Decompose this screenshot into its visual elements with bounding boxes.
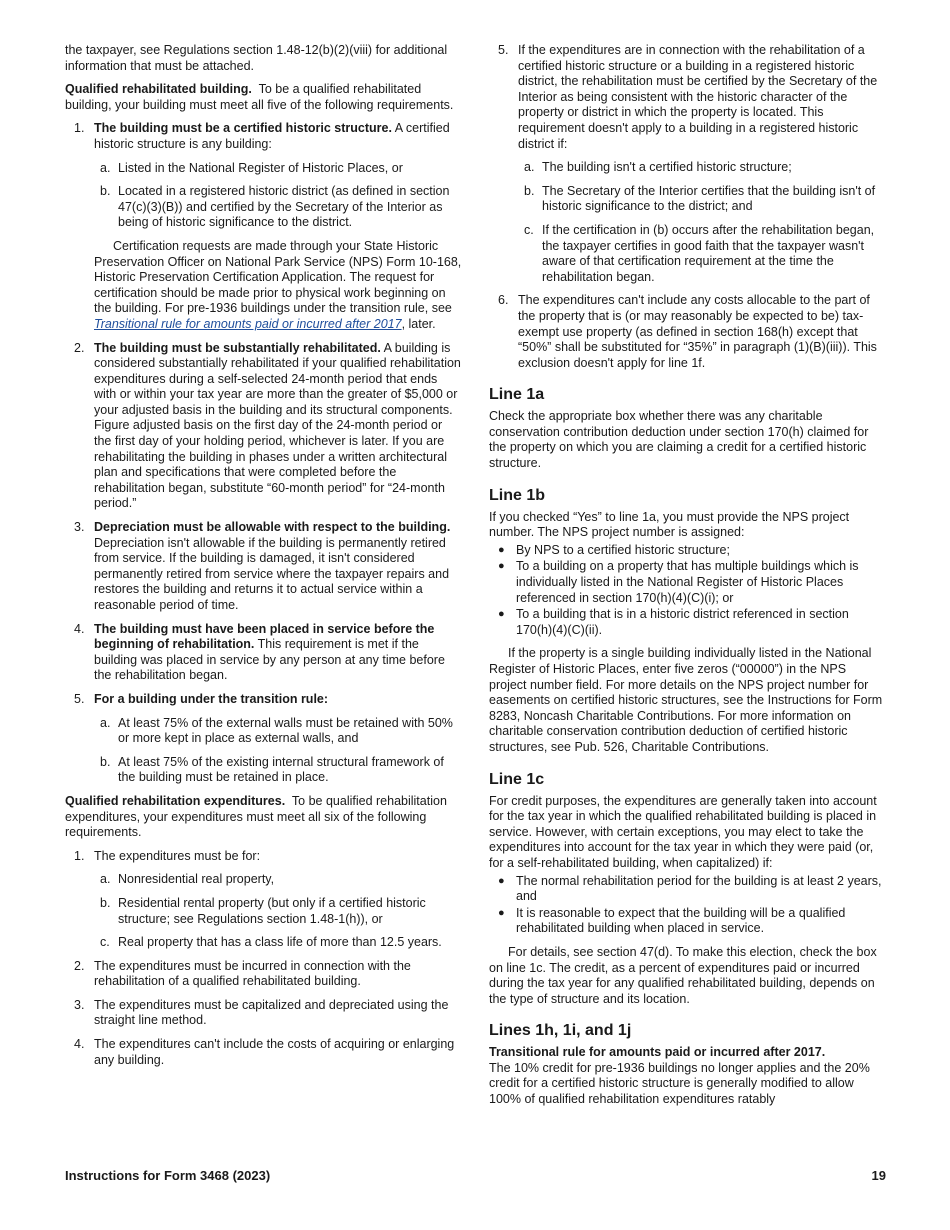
- line-1c-bullets: [489, 874, 886, 937]
- bullet-icon: ●: [498, 906, 505, 919]
- transitional-text: The 10% credit for pre-1936 buildings no longer applies and the 20% credit for a certified historic structure is generally modified to allow 100% of qualified rehabilitation expenditures ratably: [489, 1060, 870, 1107]
- list-item: b. Residential rental property (but only if a certified historic structure; see Regulations section 1.48-1(h)), or: [100, 895, 426, 926]
- req1-sublist: [94, 161, 462, 231]
- req3-text: Depreciation isn't allowable if the building is permanently retired from service. If the building is damaged, it isn't considered permanently retired from service where the taxpayer repairs and restores the building and returns it to actual service within a reasonable period of time.: [94, 535, 450, 612]
- qrb-text: To be a qualified rehabilitated building, your building must meet all five of the following requirements.: [65, 82, 454, 112]
- list-item: ● By NPS to a certified historic structure;: [498, 542, 730, 557]
- req4-title: The building must have been placed in service before the beginning of rehabilitation.: [94, 621, 435, 652]
- list-item: a. The building isn't a certified historic structure;: [524, 160, 792, 175]
- qrb-heading: Qualified rehabilitated building.: [65, 82, 252, 97]
- intro-paragraph: the taxpayer, see Regulations section 1.48-12(b)(2)(viii) for additional information that must be attached.: [65, 43, 448, 73]
- list-item: a. At least 75% of the external walls must be retained with 50% or more kept in place as external walls, and: [100, 715, 453, 746]
- line-1b-bullets: [489, 543, 886, 639]
- line-1a-heading: Line 1a: [489, 386, 545, 404]
- list-item: 5. If the expenditures are in connection with the rehabilitation of a certified historic structure or a building in a registered historic district, the rehabilitation must be certified by the Secretary of the Interior as being consistent with the historic character of the property or district in which the property is located. This requirement doesn't apply to a building in a registered historic district if: a. The building isn't a certified historic structure; b. The Secretary of the Interior certifies that the building isn't of historic significance to the district; and c. If the certification in (b) occurs after the rehabilitation began, the taxpayer certifies in good faith that the taxpayer wasn't aware of that certification requirement at the time the rehabilitation began.: [489, 43, 886, 285]
- exp1-sublist: [94, 872, 462, 950]
- left-column: [65, 43, 462, 1076]
- list-item: ● To a building on a property that has multiple buildings which is individually listed in the National Register of Historic Places referenced in section 170(h)(4)(C)(i); or: [498, 559, 859, 605]
- req3-title: Depreciation must be allowable with respect to the building.: [94, 520, 451, 535]
- list-item: c. If the certification in (b) occurs after the rehabilitation began, the taxpayer certifies in good faith that the taxpayer wasn't aware of that certification requirement at the time the rehabilitation began.: [524, 222, 875, 284]
- lines-1h-1i-1j-heading: Lines 1h, 1i, and 1j: [489, 1022, 632, 1040]
- transitional-heading: Transitional rule for amounts paid or incurred after 2017.: [489, 1045, 826, 1060]
- qre-heading: Qualified rehabilitation expenditures.: [65, 793, 286, 808]
- list-item: ● It is reasonable to expect that the building will be a qualified rehabilitated building when placed in service.: [498, 905, 846, 936]
- req5-sublist: [94, 716, 462, 786]
- list-item: 3. Depreciation must be allowable with respect to the building. Depreciation isn't allowable if the building is permanently retired from service. If the building is damaged, it isn't considered permanently retired from service where the taxpayer repairs and restores the building and returns it to actual service within a reasonable period of time.: [74, 520, 451, 612]
- list-item: 4. The building must have been placed in service before the beginning of rehabilitation. This requirement is met if the building was placed in service by any person at any time before the rehabilitation began.: [74, 621, 445, 683]
- list-item: 5. For a building under the transition rule: a. At least 75% of the external walls must be retained with 50% or more kept in place as external walls, and b. At least 75% of the existing internal structural framework of the building must be retained in place.: [65, 692, 462, 786]
- req2-title: The building must be substantially rehabilitated.: [94, 340, 381, 355]
- line-1b-heading: Line 1b: [489, 486, 546, 504]
- list-item: 1. The expenditures must be for: a. Nonresidential real property, b. Residential rental property (but only if a certified historic structure; see Regulations section 1.48-1(h)), or c. Real property that has a class life of more than 12.5 years.: [65, 849, 462, 951]
- building-requirements-list: [65, 121, 462, 786]
- expenditure-requirements-list: [65, 849, 462, 1069]
- page-number: 19: [871, 1168, 886, 1183]
- expenditure-requirements-list-cont: [489, 43, 886, 371]
- exp5-sublist: [518, 160, 886, 285]
- req1-title: The building must be a certified historic structure.: [94, 121, 392, 136]
- list-item: 2. The building must be substantially rehabilitated. A building is considered substantially rehabilitated if your qualified rehabilitation expenditures during a self-selected 24-month period that ends with or within your tax year are more than the greater of $5,000 or your adjusted basis in the building and its structural components. Figure adjusted basis on the first day of the 24-month period or the first day of your holding period, whichever is later. If you are rehabilitating the building in phases under a written architectural plan and specifications that were completed before the rehabilitation began, substitute “60-month period” for “24-month period.”: [74, 340, 461, 511]
- footer-title: Instructions for Form 3468 (2023): [65, 1168, 271, 1183]
- list-item: 2. The expenditures must be incurred in connection with the rehabilitation of a qualified rehabilitated building.: [74, 958, 411, 989]
- req5-title: For a building under the transition rule:: [94, 691, 329, 706]
- list-item: 1. The building must be a certified historic structure. A certified historic structure is any building: a. Listed in the National Register of Historic Places, or b. Located in a registered historic district (as defined in section 47(c)(3)(B)) and certified by the Secretary of the Interior as being of historic significance to the district. Certification requests are made through your State Historic Preservation Officer on National Park Service (NPS) Form 10-168, Historic Preservation Certification Application. The request for certification should be made prior to physical work beginning on the building. For pre-1936 buildings under the transition rule, see Transitional rule for amounts paid or incurred after 2017, later.: [74, 121, 462, 331]
- req4-text: This requirement is met if the building was placed in service by any person at any time before the rehabilitation began.: [94, 637, 445, 683]
- right-column: [489, 43, 886, 1116]
- list-item: ● The normal rehabilitation period for the building is at least 2 years, and: [498, 873, 882, 904]
- line-1b-paragraph: If the property is a single building individually listed in the National Register of Historic Places, enter five zeros (“00000”) in the NPS project number field. For more details on the NPS project number for easements on certified historic structures, see the Instructions for Form 8283, Noncash Charitable Contributions. For more information on charitable conservation contribution deduction of certified historic structures, see Pub. 526, Charitable Contributions.: [489, 646, 883, 754]
- qre-text: To be qualified rehabilitation expenditures, your expenditures must meet all six of the following requirements.: [65, 793, 447, 840]
- line-1c-text: For credit purposes, the expenditures are generally taken into account for the tax year in which the qualified rehabilitated building is placed in service. However, with certain exceptions, you may elect to take the expenditures into account for the tax year in which they were paid (or, for a self-rehabilitated building, when capitalized) if:: [489, 793, 877, 870]
- bullet-icon: ●: [498, 560, 505, 573]
- transitional-rule-link[interactable]: Transitional rule for amounts paid or incurred after 2017: [94, 316, 402, 331]
- certification-paragraph: Certification requests are made through your State Historic Preservation Officer on National Park Service (NPS) Form 10-168, Historic Preservation Certification Application. The request for certification should be made prior to physical work beginning on the building. For pre-1936 buildings under the transition rule, see Transitional rule for amounts paid or incurred after 2017, later.: [94, 238, 462, 331]
- line-1c-paragraph: For details, see section 47(d). To make this election, check the box on line 1c. The credit, as a percent of expenditures paid or incurred during the tax year for any qualified rehabilitated building, depends on the type of structure and its location.: [489, 944, 877, 1006]
- qrb-paragraph: [65, 82, 462, 113]
- list-item: b. At least 75% of the existing internal structural framework of the building must be retained in place.: [100, 754, 444, 785]
- list-item: b. The Secretary of the Interior certifies that the building isn't of historic significance to the district; and: [524, 183, 876, 214]
- bullet-icon: ●: [498, 543, 505, 556]
- list-item: a. Nonresidential real property,: [100, 872, 275, 887]
- line-1c-heading: Line 1c: [489, 770, 545, 788]
- bullet-icon: ●: [498, 608, 505, 621]
- list-item: b. Located in a registered historic district (as defined in section 47(c)(3)(B)) and certified by the Secretary of the Interior as being of historic significance to the district.: [100, 184, 450, 230]
- list-item: 3. The expenditures must be capitalized and depreciated using the straight line method.: [74, 997, 449, 1028]
- list-item: 4. The expenditures can't include the costs of acquiring or enlarging any building.: [74, 1037, 455, 1067]
- list-item: 6. The expenditures can't include any costs allocable to the part of the property that is (or may reasonably be expected to be) tax-exempt use property (as defined in section 168(h) except that “50%” shall be substituted for “35%” in paragraph (1)(B)(iii)). This exclusion doesn't apply for line 1f.: [498, 293, 877, 370]
- list-item: ● To a building that is in a historic district referenced in section 170(h)(4)(C)(ii).: [498, 607, 849, 637]
- list-item: c. Real property that has a class life of more than 12.5 years.: [100, 935, 442, 950]
- list-item: a. Listed in the National Register of Historic Places, or: [100, 160, 403, 175]
- line-1a-text: Check the appropriate box whether there was any charitable conservation contribution deduction under section 170(h) claimed for the property on which you are claiming a credit for a certified historic structure.: [489, 409, 869, 471]
- transitional-paragraph: [489, 1045, 886, 1107]
- bullet-icon: ●: [498, 874, 505, 887]
- qre-paragraph: [65, 794, 462, 841]
- req2-text: A building is considered substantially rehabilitated if your qualified rehabilitation expenditures during a self-selected 24-month period that ends with or within your tax year are more than the greater of $5,000 or your adjusted basis in the building and its structural components. Figure adjusted basis on the first day of the 24-month period or the first day of your holding period, whichever is later. If you are rehabilitating the building in phases under a written architectural plan and specifications that were completed before the rehabilitation began, substitute “60-month period” for “24-month period.”: [94, 340, 461, 511]
- req1-text: A certified historic structure is any building:: [94, 121, 450, 151]
- line-1b-text: If you checked “Yes” to line 1a, you must provide the NPS project number. The NPS project number is assigned:: [489, 509, 850, 540]
